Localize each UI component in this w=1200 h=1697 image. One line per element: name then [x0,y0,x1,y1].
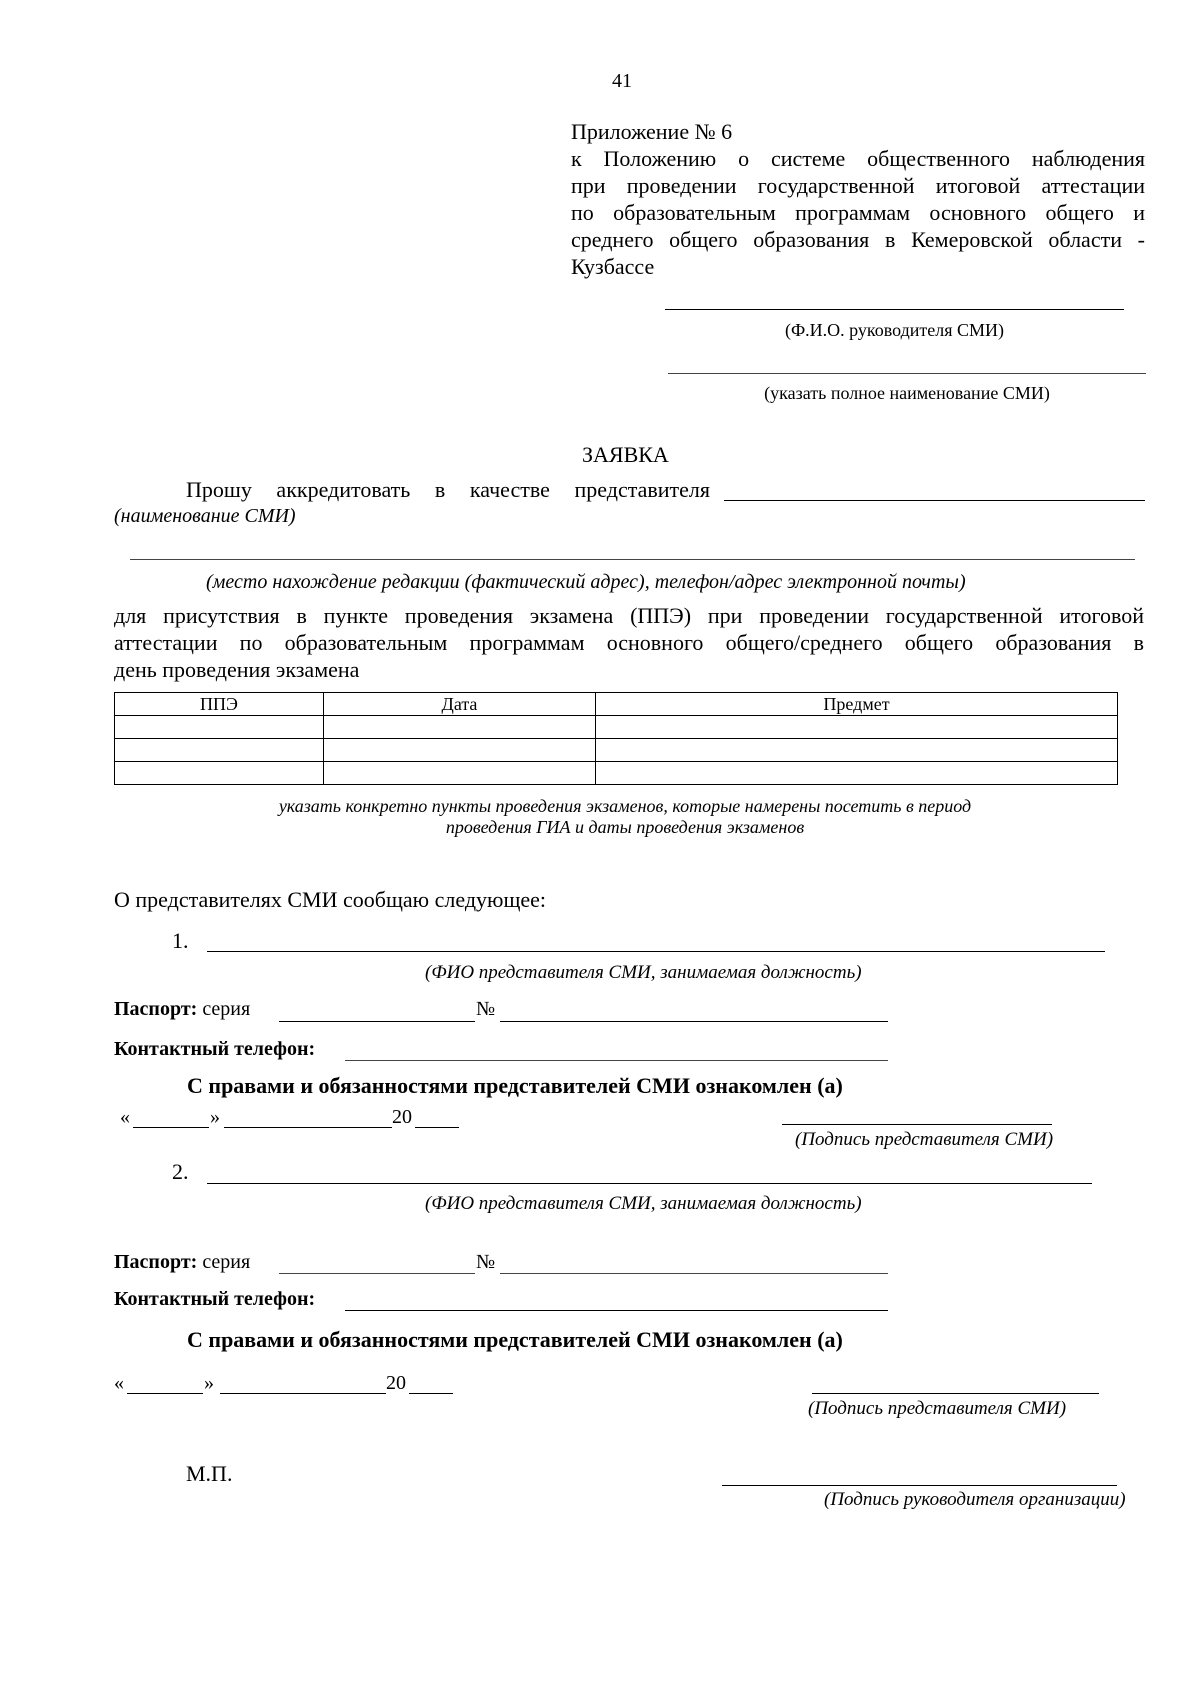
rep2-date-open: « [114,1372,124,1394]
appendix-title: Приложение № 6 [571,119,733,144]
rep2-day-field[interactable] [127,1393,203,1394]
table-cell[interactable] [115,762,324,785]
exam-schedule-table [114,692,1118,785]
head-name-line[interactable] [665,309,1124,310]
rep1-fio-caption: (ФИО представителя СМИ, занимаемая должность) [425,962,862,983]
media-name-line[interactable] [668,373,1146,374]
request-text: Прошу аккредитовать в качестве представителя [186,477,710,502]
rep2-acknowledgement: С правами и обязанностями представителей СМИ ознакомлен (а) [187,1327,843,1352]
page-number: 41 [612,70,632,92]
rep2-year-prefix: 20 [386,1372,406,1394]
table-row [115,716,1118,739]
appendix-last-line: Кузбассе [571,254,655,279]
rep1-year-prefix: 20 [392,1106,412,1128]
rep1-signature-line[interactable] [782,1124,1052,1125]
doc-title: ЗАЯВКА [582,442,669,467]
rep1-fio-line[interactable] [207,951,1105,952]
rep1-series-label: серия [202,998,251,1020]
rep1-phone-label: Контактный телефон: [114,1038,316,1060]
rep2-series-label: серия [202,1251,251,1273]
table-row [115,762,1118,785]
rep2-phone-label: Контактный телефон: [114,1288,316,1310]
table-row [115,739,1118,762]
rep1-month-field[interactable] [224,1127,392,1128]
media-field-caption: (наименование СМИ) [114,505,296,527]
rep2-signature-caption: (Подпись представителя СМИ) [808,1398,1067,1419]
rep1-date-close: » [210,1106,220,1128]
media-field-line[interactable] [724,500,1145,501]
appendix-header [571,118,1145,280]
table-note-line-1: указать конкретно пункты проведения экзаменов, которые намерены посетить в период [278,796,972,816]
table-header-row [115,693,1118,716]
rep1-phone-field[interactable] [345,1060,888,1061]
rep1-passport-label: Паспорт: [114,998,198,1020]
column-header-subject: Предмет [596,693,1118,716]
rep2-month-field[interactable] [220,1393,386,1394]
rep2-fio-line[interactable] [207,1183,1092,1184]
head-signature-line[interactable] [722,1485,1117,1486]
appendix-line-4: среднего общего образования в Кемеровской области - [571,227,1145,252]
rep2-phone-field[interactable] [345,1310,888,1311]
table-cell[interactable] [324,716,596,739]
rep2-date-close: » [204,1372,214,1394]
address-field-caption: (место нахождение редакции (фактический адрес), телефон/адрес электронной почты) [206,571,966,593]
table-cell[interactable] [115,716,324,739]
representatives-intro: О представителях СМИ сообщаю следующее: [114,887,547,912]
rep2-fio-caption: (ФИО представителя СМИ, занимаемая должность) [425,1193,862,1214]
column-header-ppe: ППЭ [115,693,324,716]
purpose-line-2: аттестации по образовательным программам основного общего/среднего общего образования в [114,630,1144,655]
purpose-line-3: день проведения экзамена [114,657,360,682]
rep2-signature-line[interactable] [812,1393,1099,1394]
rep1-signature-caption: (Подпись представителя СМИ) [795,1129,1054,1150]
table-cell[interactable] [324,739,596,762]
head-signature-caption: (Подпись руководителя организации) [824,1489,1126,1510]
table-cell[interactable] [115,739,324,762]
appendix-line-2: при проведении государственной итоговой аттестации [571,173,1145,198]
table-cell[interactable] [596,716,1118,739]
table-note-line-2: проведения ГИА и даты проведения экзаменов [445,817,805,837]
rep1-day-field[interactable] [133,1127,209,1128]
rep1-series-field[interactable] [279,1021,475,1022]
rep2-number: 2. [172,1159,189,1184]
appendix-line-3: по образовательным программам основного общего и [571,200,1145,225]
rep1-passport-row [114,998,250,1021]
head-name-caption: (Ф.И.О. руководителя СМИ) [784,320,1005,340]
address-field-line[interactable] [130,559,1135,560]
rep2-number-sign: № [476,1251,496,1273]
table-cell[interactable] [324,762,596,785]
table-cell[interactable] [596,739,1118,762]
rep1-passport-number-field[interactable] [500,1021,888,1022]
rep1-number-sign: № [476,998,496,1020]
media-name-caption: (указать полное наименование СМИ) [764,383,1050,403]
rep1-number: 1. [172,928,189,953]
purpose-line-1: для присутствия в пункте проведения экзамена (ППЭ) при проведении государственной итоговой [114,603,1144,628]
rep2-passport-label: Паспорт: [114,1251,198,1273]
rep2-passport-number-field[interactable] [500,1273,888,1274]
table-cell[interactable] [596,762,1118,785]
rep1-year-field[interactable] [415,1127,459,1128]
stamp-label: М.П. [186,1461,233,1486]
appendix-line-1: к Положению о системе общественного наблюдения [571,146,1145,171]
rep2-series-field[interactable] [279,1273,475,1274]
rep2-passport-row [114,1251,250,1274]
column-header-date: Дата [324,693,596,716]
purpose-paragraph [114,602,1144,683]
rep1-date-open: « [120,1106,130,1128]
rep2-year-field[interactable] [409,1393,453,1394]
rep1-acknowledgement: С правами и обязанностями представителей СМИ ознакомлен (а) [187,1073,843,1098]
